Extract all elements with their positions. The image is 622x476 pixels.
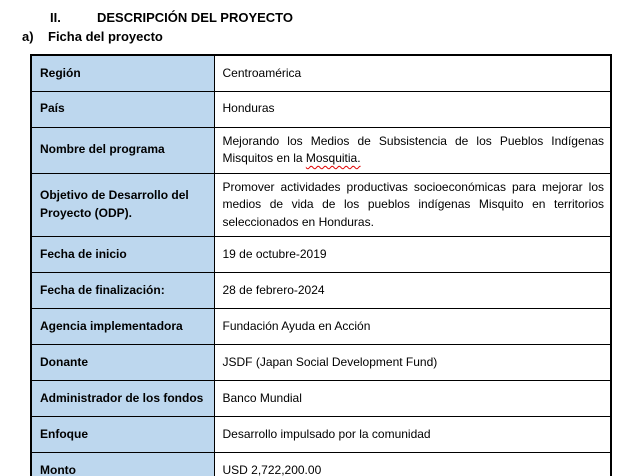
row-label: País — [31, 91, 214, 127]
table-row — [31, 381, 611, 417]
table-row — [31, 417, 611, 453]
subsection-heading — [22, 29, 622, 45]
table-row — [31, 309, 611, 345]
row-value: Banco Mundial — [214, 381, 611, 417]
row-value: 19 de octubre-2019 — [214, 237, 611, 273]
row-label: Agencia implementadora — [31, 309, 214, 345]
row-value: Centroamérica — [214, 55, 611, 91]
row-value: Desarrollo impulsado por la comunidad — [214, 417, 611, 453]
misspelled-word: Mosquitia. — [305, 151, 361, 165]
row-value: Mejorando los Medios de Subsistencia de los Pueblos Indígenas Misquitos en la Mosquitia. — [214, 127, 611, 173]
row-label: Nombre del programa — [31, 127, 214, 173]
table-row — [31, 91, 611, 127]
table-row — [31, 273, 611, 309]
row-value: Promover actividades productivas socioeconómicas para mejorar los medios de vida de los pueblos indígenas Misquito en territorios seleccionados en Honduras. — [214, 173, 611, 237]
row-label: Región — [31, 55, 214, 91]
table-row — [31, 453, 611, 476]
subsection-marker: a) — [22, 29, 34, 44]
section-heading — [50, 10, 622, 26]
row-label: Fecha de inicio — [31, 237, 214, 273]
section-title: DESCRIPCIÓN DEL PROYECTO — [97, 10, 293, 25]
row-value: 28 de febrero-2024 — [214, 273, 611, 309]
row-value: Fundación Ayuda en Acción — [214, 309, 611, 345]
table-row — [31, 237, 611, 273]
table-row — [31, 173, 611, 237]
subsection-title: Ficha del proyecto — [48, 29, 163, 44]
table-row — [31, 127, 611, 173]
table-row — [31, 345, 611, 381]
row-label: Monto — [31, 453, 214, 476]
table-row — [31, 55, 611, 91]
row-value: USD 2,722,200.00 — [214, 453, 611, 476]
row-label: Fecha de finalización: — [31, 273, 214, 309]
project-info-table — [30, 54, 612, 476]
row-value: Honduras — [214, 91, 611, 127]
row-label: Donante — [31, 345, 214, 381]
row-label: Objetivo de Desarrollo del Proyecto (ODP). — [31, 173, 214, 237]
row-label: Administrador de los fondos — [31, 381, 214, 417]
row-label: Enfoque — [31, 417, 214, 453]
row-value: JSDF (Japan Social Development Fund) — [214, 345, 611, 381]
document-page — [0, 10, 622, 476]
section-number: II. — [50, 10, 61, 25]
